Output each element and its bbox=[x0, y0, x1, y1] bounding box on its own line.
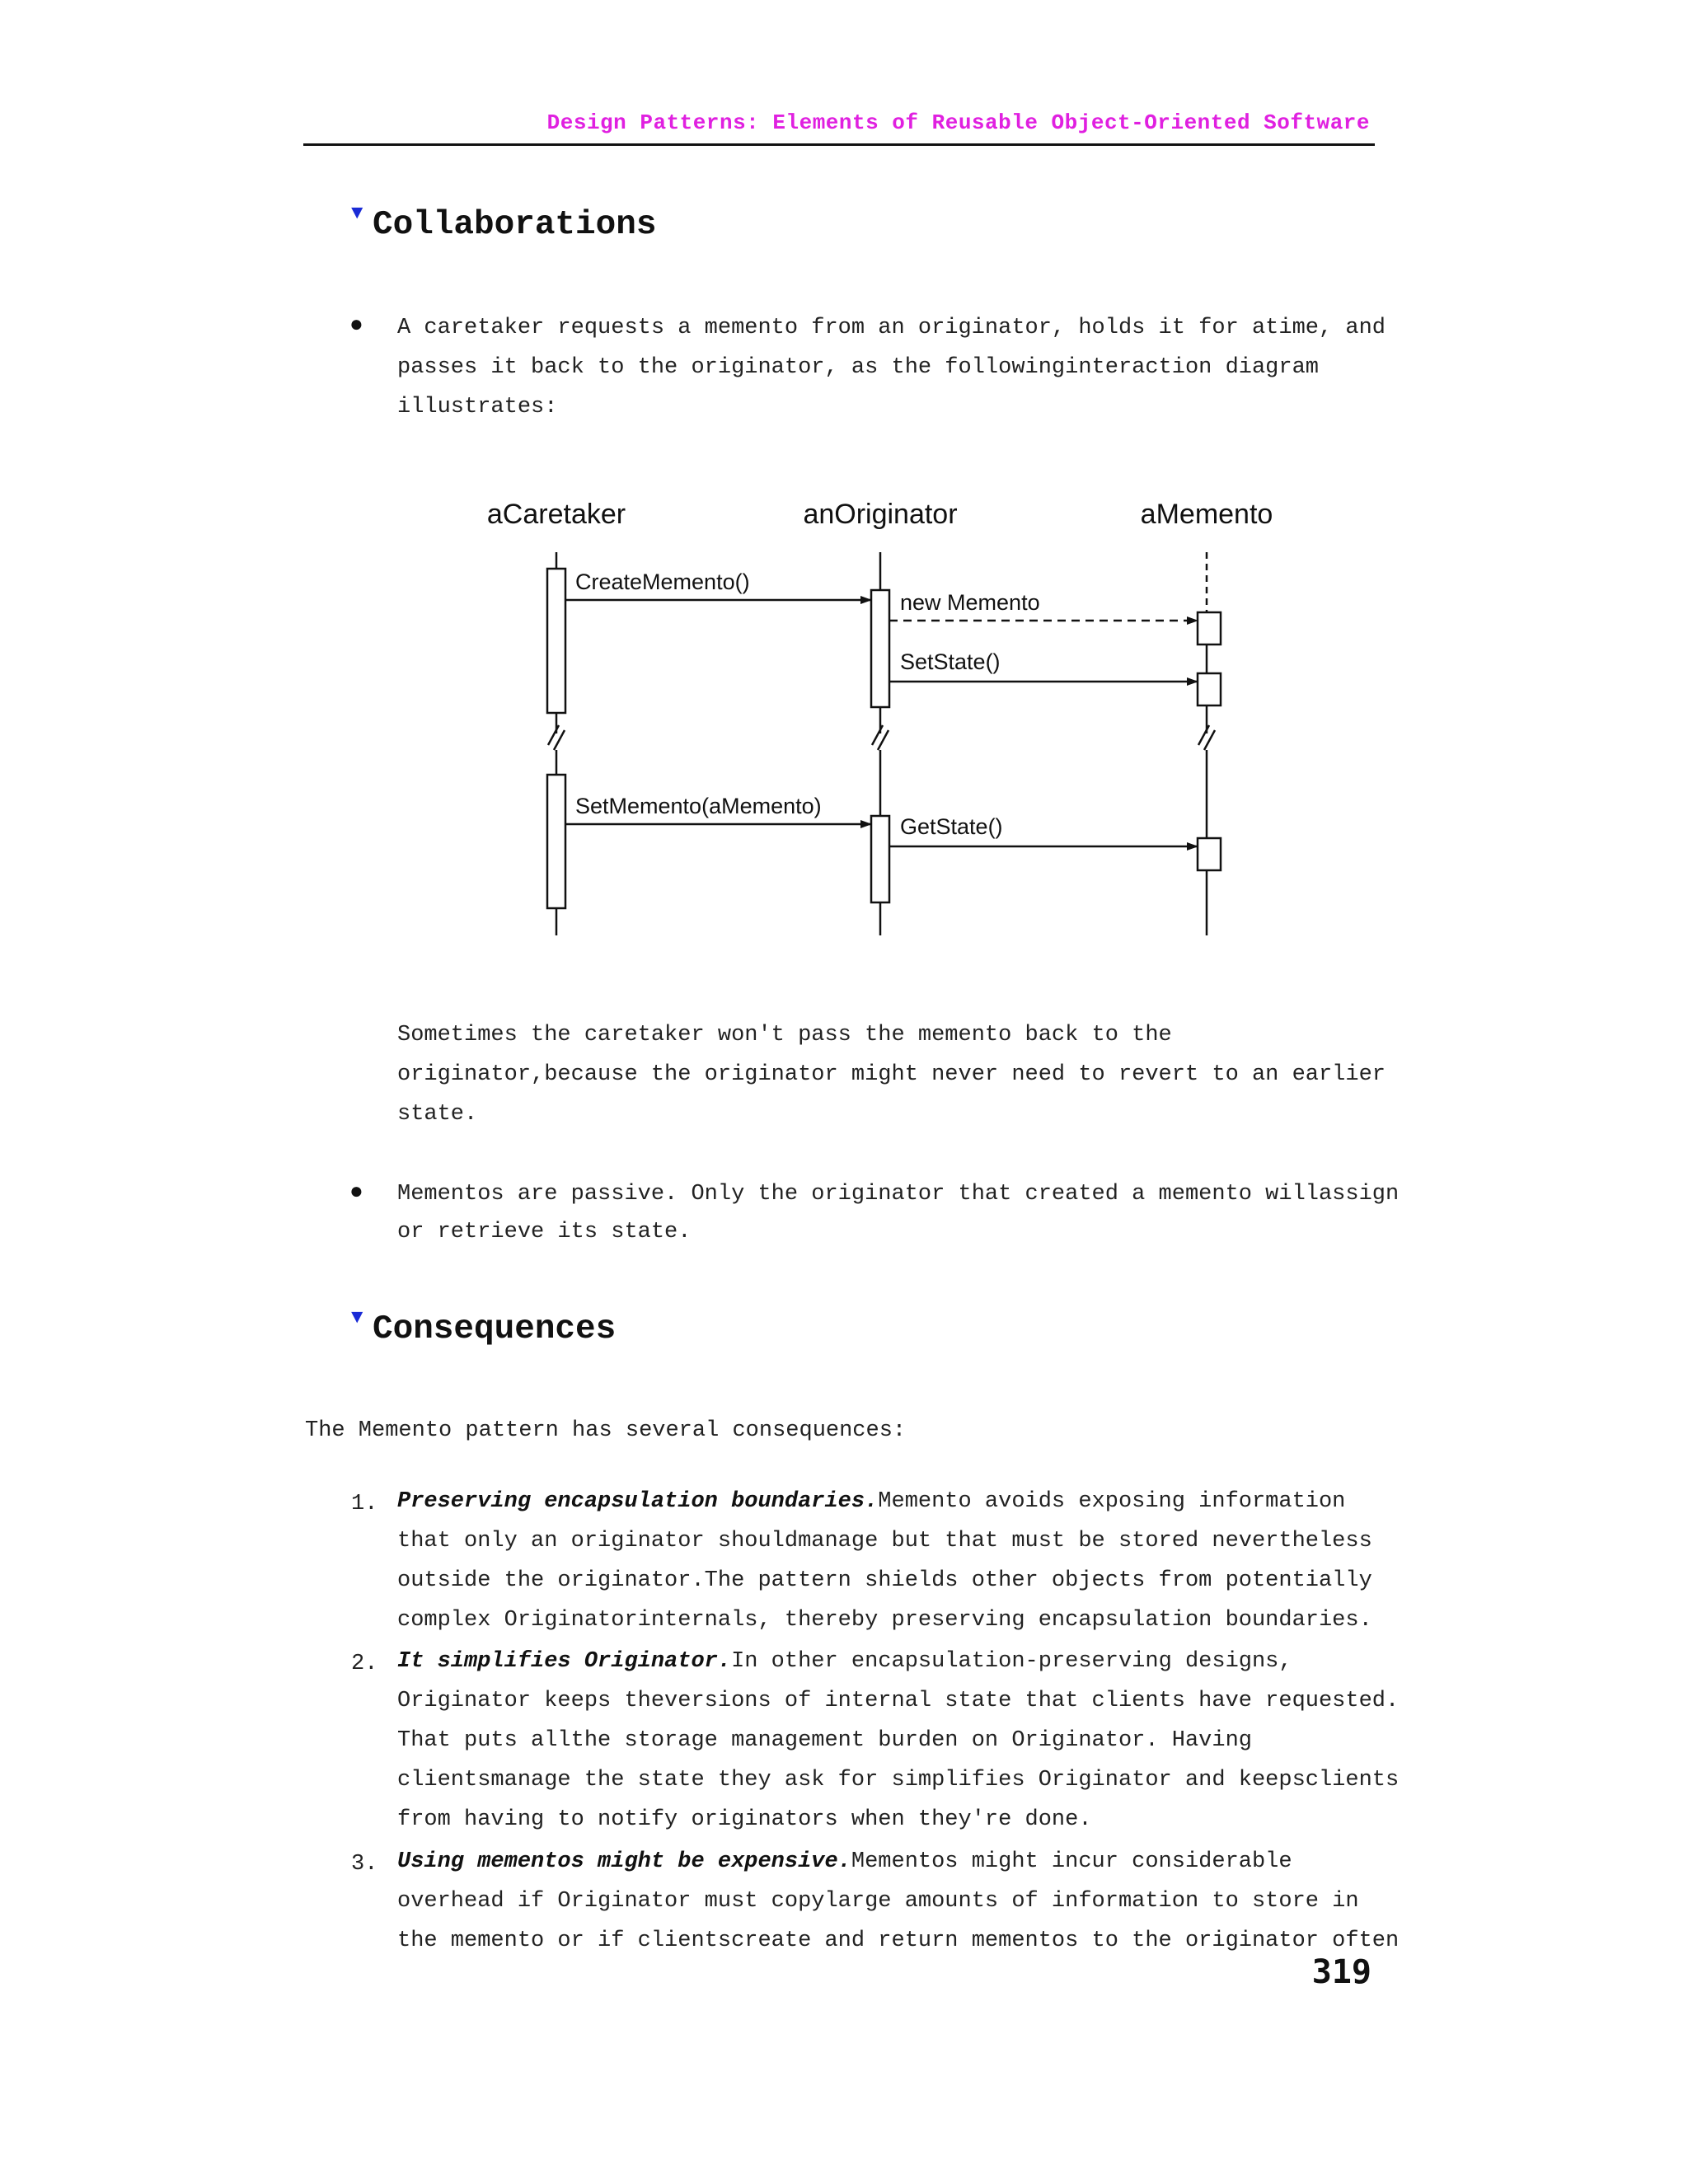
activation-amemento-2 bbox=[1198, 673, 1221, 705]
collaborations-heading-text: Collaborations bbox=[373, 206, 657, 244]
message-creatememento: CreateMemento() bbox=[575, 569, 750, 594]
participant-anoriginator: anOriginator bbox=[803, 499, 958, 530]
text-line: clientsmanage the state they ask for simplifies Originator and keepsclients bbox=[397, 1768, 1400, 1793]
text-line: that only an originator shouldmanage but that must be stored nevertheless bbox=[397, 1529, 1372, 1554]
book-title: Design Patterns: Elements of Reusable Object-Oriented Software bbox=[546, 110, 1370, 135]
text-line: outside the originator.The pattern shields other objects from potentially bbox=[397, 1568, 1372, 1593]
list-number: 3. bbox=[351, 1852, 378, 1877]
message-setmemento: SetMemento(aMemento) bbox=[575, 794, 822, 818]
participant-amemento: aMemento bbox=[1140, 499, 1273, 530]
message-new-memento: new Memento bbox=[900, 590, 1040, 615]
participant-acaretaker: aCaretaker bbox=[486, 499, 626, 530]
item-title: It simplifies Originator. bbox=[397, 1649, 732, 1674]
item-text: Memento avoids exposing information bbox=[878, 1489, 1346, 1514]
message-getstate: GetState() bbox=[900, 814, 1003, 839]
collaborations-bullet-1 bbox=[397, 308, 1386, 427]
list-number: 1. bbox=[351, 1492, 378, 1516]
collaborations-heading bbox=[351, 203, 657, 244]
list-number: 2. bbox=[351, 1652, 378, 1676]
item-text: Mementos might incur considerable bbox=[851, 1849, 1292, 1874]
consequence-item-3 bbox=[397, 1842, 1399, 1961]
bullet-dot-icon: ● bbox=[349, 313, 363, 339]
text-line: That puts allthe storage management burden on Originator. Having bbox=[397, 1728, 1252, 1753]
consequences-heading bbox=[351, 1307, 617, 1348]
text-line: Sometimes the caretaker won't pass the memento back to the bbox=[397, 1023, 1172, 1047]
text-line: illustrates: bbox=[397, 395, 558, 419]
text-line: the memento or if clientscreate and return mementos to the originator often bbox=[397, 1929, 1400, 1953]
text-line bbox=[397, 1482, 1372, 1521]
text-line: overhead if Originator must copylarge amounts of information to store in bbox=[397, 1889, 1359, 1914]
lifeline-amemento bbox=[1198, 552, 1215, 935]
message-setstate: SetState() bbox=[900, 649, 1001, 674]
text-line: Originator keeps theversions of internal state that clients have requested. bbox=[397, 1689, 1400, 1713]
consequences-intro: The Memento pattern has several consequences: bbox=[305, 1418, 907, 1443]
collapse-triangle-icon[interactable]: ▼ bbox=[351, 1307, 363, 1329]
item-title: Preserving encapsulation boundaries. bbox=[397, 1489, 879, 1514]
text-line: state. bbox=[397, 1102, 478, 1127]
page-number: 319 bbox=[1311, 1953, 1372, 1991]
collaborations-note bbox=[397, 1015, 1386, 1134]
consequence-item-1 bbox=[397, 1482, 1372, 1640]
text-line: complex Originatorinternals, thereby preserving encapsulation boundaries. bbox=[397, 1608, 1372, 1633]
item-text: In other encapsulation-preserving designs, bbox=[731, 1649, 1292, 1674]
item-title: Using mementos might be expensive. bbox=[397, 1849, 851, 1874]
text-line: passes it back to the originator, as the followinginteraction diagram bbox=[397, 355, 1319, 380]
consequences-heading-text: Consequences bbox=[373, 1310, 617, 1348]
collapse-triangle-icon[interactable]: ▼ bbox=[351, 203, 363, 225]
running-header bbox=[303, 109, 1375, 146]
activation-anoriginator-1 bbox=[871, 590, 889, 707]
activation-anoriginator-2 bbox=[871, 816, 889, 902]
text-line: from having to notify originators when they're done. bbox=[397, 1807, 1092, 1832]
collaborations-bullet-2 bbox=[397, 1175, 1399, 1251]
text-line: Mementos are passive. Only the originator that created a memento willassign bbox=[397, 1182, 1400, 1207]
activation-acaretaker-2 bbox=[547, 775, 565, 908]
text-line bbox=[397, 1842, 1399, 1882]
text-line bbox=[397, 1642, 1399, 1681]
activation-amemento-1 bbox=[1198, 612, 1221, 644]
text-line: or retrieve its state. bbox=[397, 1220, 692, 1244]
text-line: originator,because the originator might never need to revert to an earlier bbox=[397, 1062, 1386, 1087]
consequence-item-2 bbox=[397, 1642, 1399, 1840]
text-line: A caretaker requests a memento from an originator, holds it for atime, and bbox=[397, 316, 1386, 340]
activation-amemento-3 bbox=[1198, 838, 1221, 870]
bullet-dot-icon: ● bbox=[349, 1180, 363, 1206]
interaction-diagram bbox=[462, 486, 1302, 948]
activation-acaretaker-1 bbox=[547, 569, 565, 713]
